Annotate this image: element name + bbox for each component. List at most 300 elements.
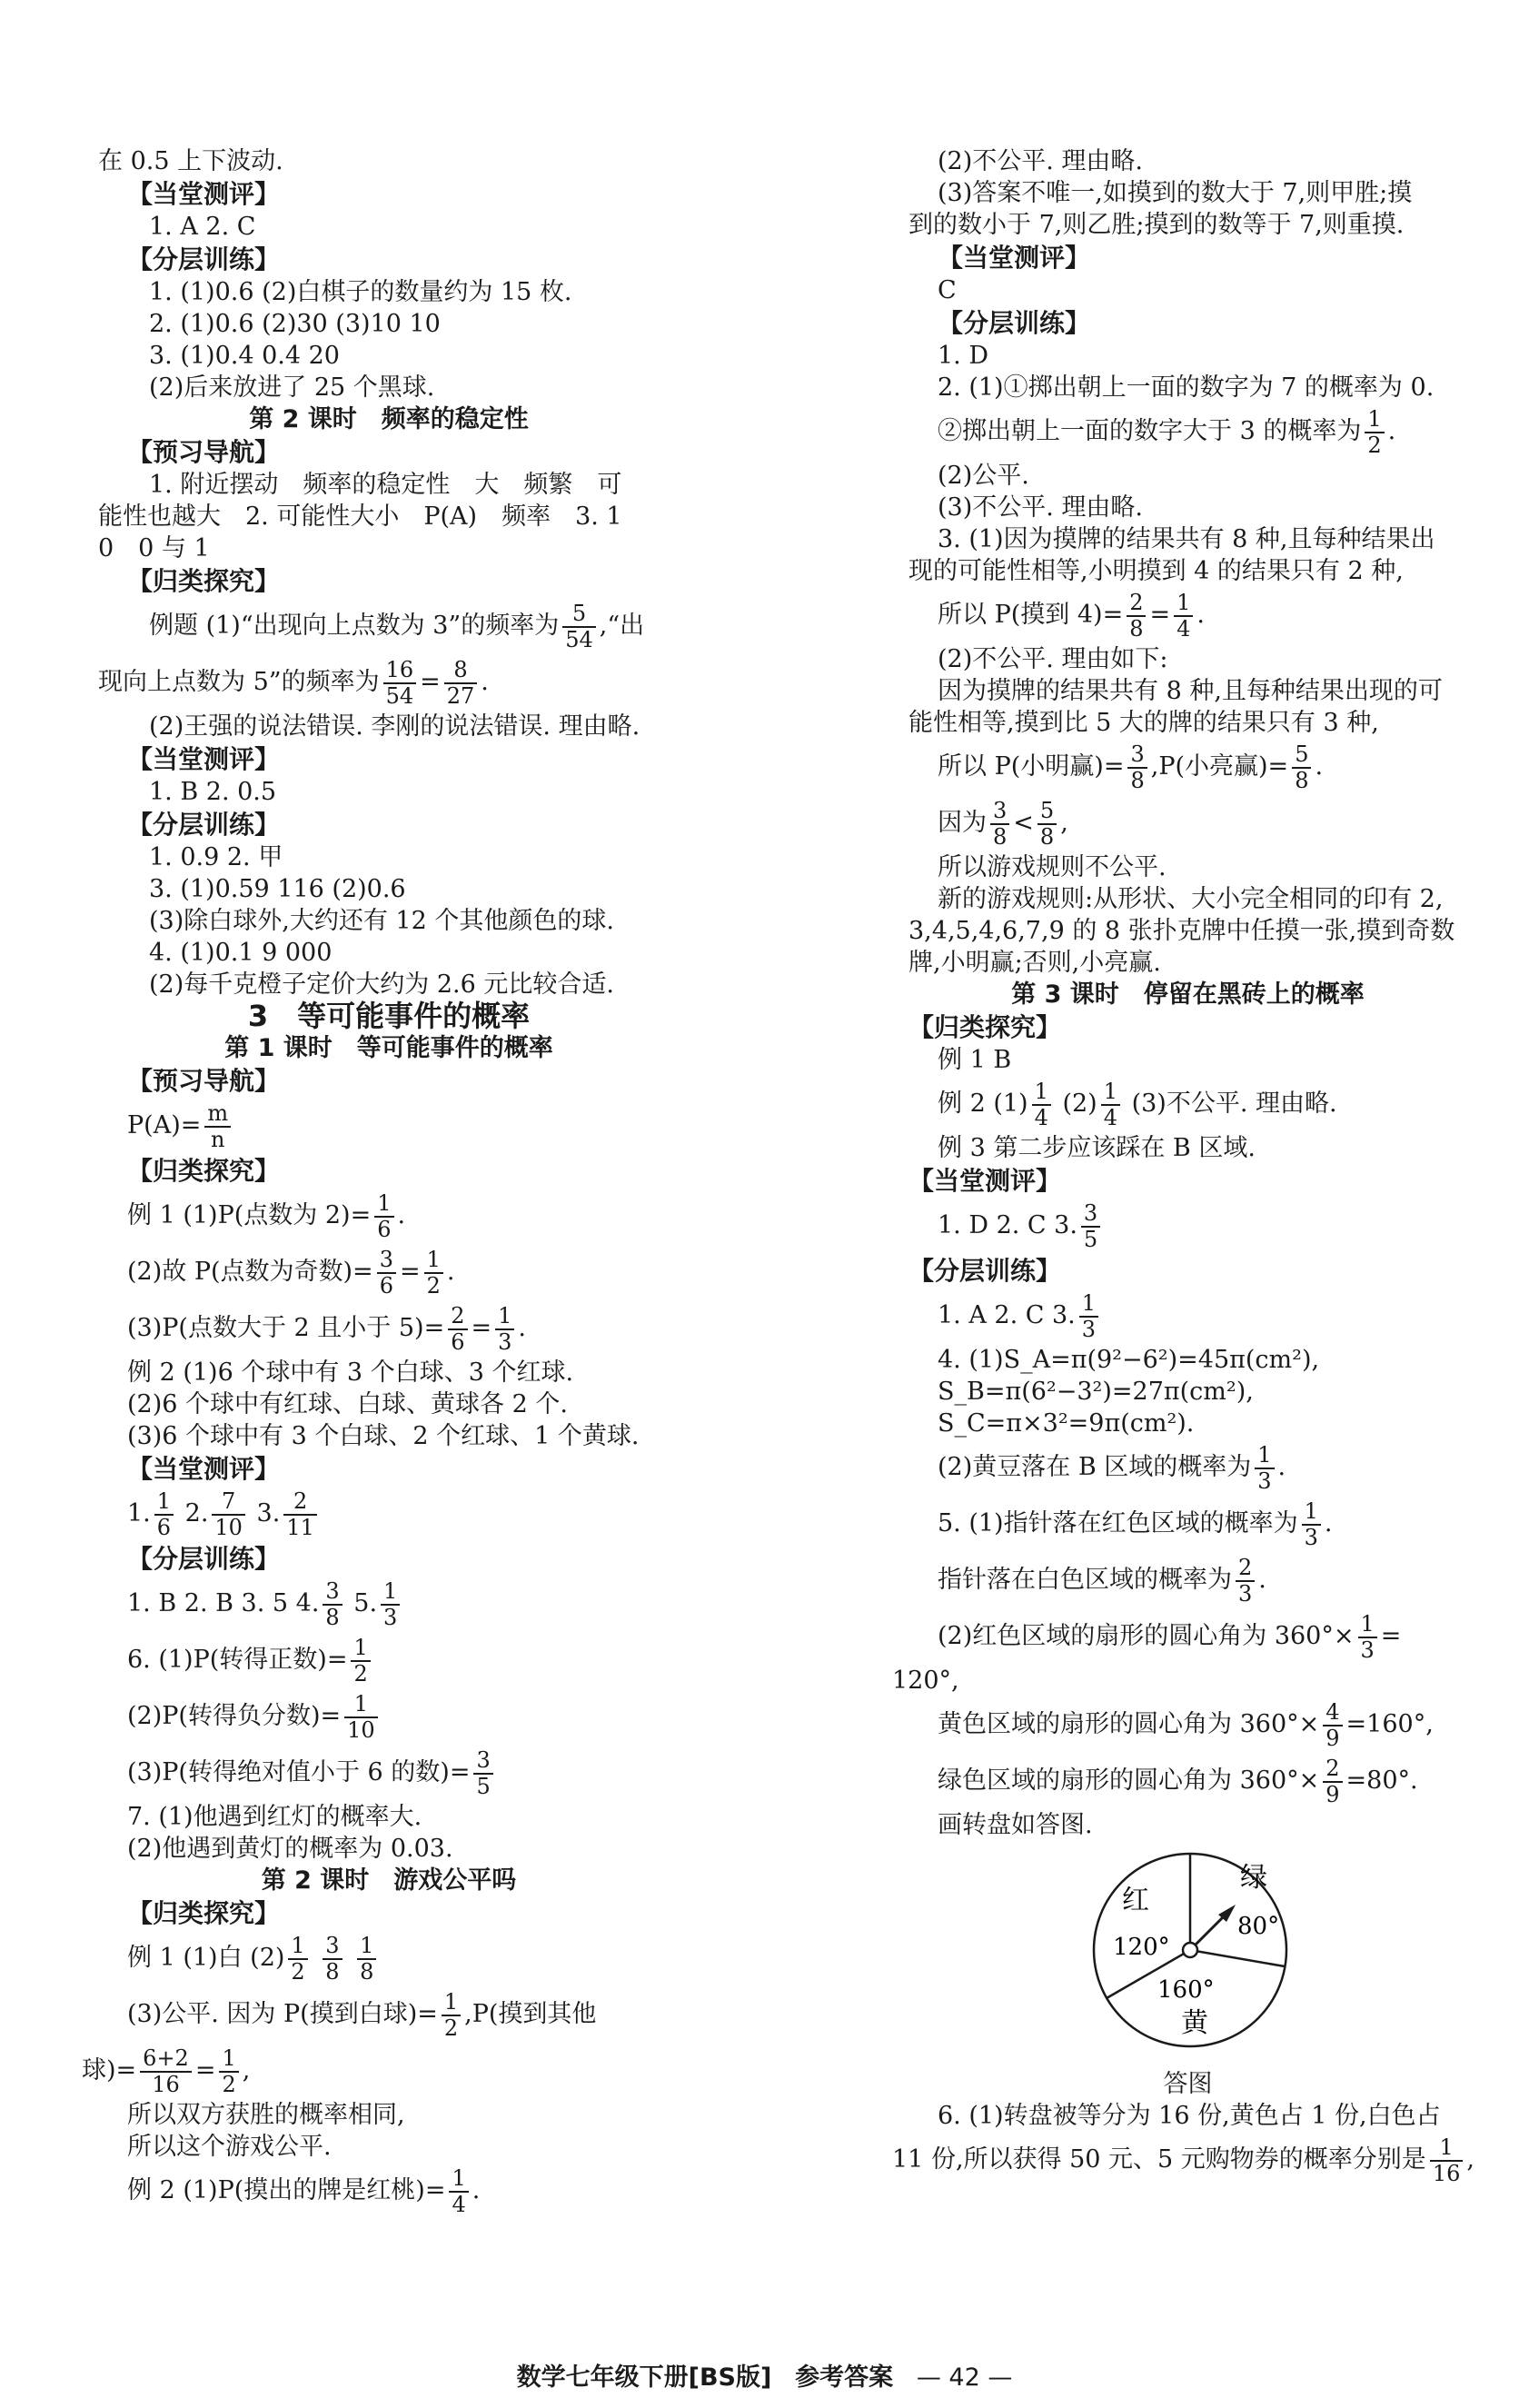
text: 1. D 2. C 3. (938, 1211, 1077, 1239)
numerator: 2 (1236, 1556, 1255, 1582)
text: (3)不公平. 理由略. (1131, 1090, 1337, 1118)
numerator: 1 (154, 1489, 174, 1516)
numerator: 1 (1430, 2135, 1464, 2162)
text-line: (2)不公平. 理由略. (938, 147, 1143, 175)
text: . (1324, 1509, 1333, 1537)
section-heading: 【当堂测评】 (127, 1454, 281, 1484)
denominator: 2 (353, 1660, 368, 1687)
text-line: 例 1 B (938, 1046, 1012, 1074)
section-heading: 【归类探究】 (127, 566, 281, 596)
text: ,P(小亮赢)= (1150, 752, 1289, 781)
text: (2) (1062, 1090, 1097, 1118)
numerator: 3 (323, 1579, 342, 1606)
text: = (420, 668, 441, 696)
fraction (323, 1579, 342, 1630)
denominator: n (211, 1126, 225, 1152)
text: 指针落在白色区域的概率为 (938, 1566, 1232, 1594)
text-line: (3)6 个球中有 3 个白球、2 个红球、1 个黄球. (127, 1422, 640, 1450)
text: . (1196, 601, 1205, 629)
spinner-pivot (1183, 1943, 1197, 1957)
numerator: 8 (444, 658, 478, 684)
text: 5. (353, 1589, 378, 1617)
numerator: 5 (1038, 799, 1057, 825)
text: =80°. (1345, 1766, 1418, 1795)
text-line: 在 0.5 上下波动. (98, 147, 283, 175)
numerator: m (204, 1101, 231, 1128)
fraction (1323, 1700, 1342, 1751)
denominator: 11 (286, 1514, 314, 1540)
text: . (397, 1201, 406, 1229)
chapter-title: 3 等可能事件的概率 (247, 999, 531, 1033)
denominator: 3 (1238, 1580, 1253, 1607)
text-line (98, 1098, 680, 1154)
text-line: 1. A 2. C (149, 213, 256, 241)
fraction (351, 1636, 370, 1687)
text-line: (3)不公平. 理由略. (938, 493, 1143, 522)
text-line (98, 2163, 680, 2219)
text-line (908, 1608, 1467, 1665)
denominator: 4 (452, 2191, 466, 2217)
text: 6. (1)P(转得正数)= (127, 1646, 348, 1674)
text-line (98, 1576, 680, 1632)
numerator: 1 (381, 1579, 400, 1606)
text-line (908, 1198, 1467, 1254)
text: = (1380, 1622, 1402, 1650)
fraction (344, 1692, 378, 1743)
lesson-title: 第 3 课时 停留在黑砖上的概率 (1011, 980, 1365, 1009)
text: 球)= (82, 2056, 137, 2085)
text-line: 3. (1)因为摸牌的结果共有 8 种,且每种结果出 (938, 525, 1435, 553)
numerator: 4 (1323, 1700, 1342, 1726)
text-line: (2)每千克橙子定价大约为 2.6 元比较合适. (149, 970, 614, 999)
text-line: 现的可能性相等,小明摸到 4 的结果只有 2 种, (908, 557, 1404, 585)
section-heading: 【预习导航】 (127, 1066, 281, 1096)
text-line: (2)6 个球中有红球、白球、黄球各 2 个. (127, 1390, 568, 1418)
text-line (98, 1930, 680, 1986)
denominator: 8 (1130, 767, 1145, 793)
left-column (82, 145, 680, 2219)
text-line (98, 1688, 680, 1745)
text: . (1258, 1566, 1266, 1594)
text-line: 到的数小于 7,则乙胜;摸到的数等于 7,则重摸. (908, 211, 1405, 239)
denominator: 8 (360, 1958, 374, 1985)
text-line: 120°, (892, 1667, 959, 1695)
denominator: 2 (443, 2015, 459, 2041)
fraction (1236, 1556, 1255, 1607)
text-line: 3. (1)0.59 116 (2)0.6 (149, 875, 406, 903)
text: . (472, 2176, 481, 2204)
text-line: 3. (1)0.4 0.4 20 (149, 342, 340, 370)
text: . (1387, 417, 1396, 445)
figure-caption: 答图 (1163, 2070, 1213, 2098)
section-heading: 【归类探究】 (127, 1898, 281, 1928)
text-line: 1. B 2. 0.5 (149, 778, 277, 806)
denominator: 8 (993, 823, 1008, 850)
fraction (449, 2166, 468, 2217)
text: 1. B 2. B 3. 5 4. (127, 1589, 320, 1617)
page-footer (0, 2357, 1529, 2393)
text: 因为 (938, 809, 987, 837)
fraction (1358, 1612, 1377, 1663)
text-line: 2. (1)①掷出朝上一面的数字为 7 的概率为 0. (938, 373, 1435, 402)
text: 1. (127, 1499, 151, 1527)
right-column (892, 145, 1474, 2188)
text-line (908, 1288, 1467, 1344)
denominator: 3 (1257, 1468, 1272, 1494)
text: 例 2 (1)P(摸出的牌是红桃)= (127, 2176, 446, 2204)
text-line: 4. (1)0.1 9 000 (149, 939, 333, 967)
numerator: 1 (288, 1934, 307, 1960)
text: . (1277, 1453, 1286, 1481)
text-line: 1. (1)0.6 (2)白棋子的数量约为 15 枚. (149, 278, 572, 306)
text-line (892, 2132, 1474, 2188)
angle-label: 160° (1157, 1976, 1215, 2004)
text-line: 画转盘如答图. (938, 1811, 1093, 1839)
denominator: 6 (451, 1328, 465, 1355)
text-line (98, 1244, 680, 1300)
text: (2)黄豆落在 B 区域的概率为 (938, 1453, 1252, 1481)
text: 11 份,所以获得 50 元、5 元购物券的概率分别是 (892, 2145, 1426, 2174)
fraction (424, 1248, 443, 1299)
text-line: (2)后来放进了 25 个黑球. (149, 373, 435, 402)
text-line: 1. D (938, 342, 988, 370)
text: (2)P(转得负分数)= (127, 1702, 342, 1730)
text: . (481, 668, 489, 696)
denominator: 3 (1304, 1524, 1318, 1550)
text-line: C (938, 276, 957, 304)
fraction (357, 1934, 376, 1985)
text: P(A)= (127, 1111, 202, 1139)
numerator: 6+2 (140, 2046, 192, 2073)
fraction (212, 1489, 245, 1540)
fraction (1127, 591, 1146, 642)
spinner-figure (908, 1841, 1467, 2068)
text-line (908, 1753, 1467, 1809)
numerator: 3 (323, 1934, 342, 1960)
text-line: (3)除白球外,大约还有 12 个其他颜色的球. (149, 907, 614, 935)
fraction (323, 1934, 342, 1985)
numerator: 1 (1101, 1080, 1120, 1106)
denominator: 9 (1325, 1725, 1340, 1751)
text-line (98, 598, 680, 654)
numerator: 3 (377, 1248, 396, 1274)
text: . (518, 1314, 526, 1342)
text-line: 所以双方获胜的概率相同, (127, 2101, 405, 2129)
denominator: 6 (156, 1514, 172, 1540)
numerator: 3 (1081, 1201, 1100, 1228)
fraction (473, 1748, 492, 1799)
numerator: 7 (212, 1489, 245, 1516)
fraction (219, 2046, 238, 2097)
text-line: 新的游戏规则:从形状、大小完全相同的印有 2, (938, 885, 1444, 913)
text: ,P(摸到其他 (464, 2000, 597, 2028)
text-line (98, 1632, 680, 1688)
text-line (908, 403, 1467, 460)
fraction (990, 799, 1009, 850)
numerator: 1 (374, 1191, 393, 1218)
numerator: 1 (1358, 1612, 1377, 1638)
fraction (1302, 1499, 1321, 1550)
denominator: 8 (1295, 767, 1309, 793)
denominator: 8 (325, 1604, 340, 1630)
text-line: 能性也越大 2. 可能性大小 P(A) 频率 3. 1 (98, 502, 622, 531)
section-heading: 【分层训练】 (938, 308, 1091, 338)
text-line (98, 1300, 680, 1357)
text: 例题 (1)“出现向上点数为 3”的频率为 (149, 612, 560, 640)
text-line: 能性相等,摸到比 5 大的牌的结果只有 3 种, (908, 709, 1379, 737)
fraction (381, 1579, 400, 1630)
fraction (383, 658, 417, 709)
numerator: 1 (1174, 591, 1193, 617)
text: (3)P(转得绝对值小于 6 的数)= (127, 1758, 471, 1786)
denominator: 4 (1103, 1104, 1117, 1130)
numerator: 1 (351, 1636, 370, 1662)
section-heading: 【分层训练】 (127, 810, 281, 840)
lesson-title: 第 2 课时 频率的稳定性 (249, 405, 529, 433)
text: = (194, 2056, 216, 2085)
section-heading: 【分层训练】 (908, 1256, 1062, 1286)
fraction (283, 1489, 317, 1540)
numerator: 5 (562, 602, 596, 628)
denominator: 4 (1034, 1104, 1048, 1130)
text: ②掷出朝上一面的数字大于 3 的概率为 (938, 417, 1362, 445)
text-line (908, 1552, 1467, 1608)
text: = (471, 1314, 492, 1342)
fraction (1365, 407, 1384, 458)
section-heading: 【当堂测评】 (908, 1166, 1062, 1196)
section-heading: 【分层训练】 (127, 1544, 281, 1574)
text-line (98, 1188, 680, 1244)
denominator: 8 (1129, 615, 1144, 642)
section-heading: 【预习导航】 (127, 437, 281, 467)
text: 所以 P(摸到 4)= (938, 601, 1124, 629)
text-line (908, 795, 1467, 851)
numerator: 1 (357, 1934, 376, 1960)
denominator: 27 (446, 682, 475, 709)
text: 黄色区域的扇形的圆心角为 360°× (938, 1710, 1320, 1738)
denominator: 3 (383, 1604, 398, 1630)
text-line: 2. (1)0.6 (2)30 (3)10 10 (149, 310, 441, 338)
numerator: 3 (1127, 742, 1147, 769)
denominator: 3 (498, 1328, 512, 1355)
fraction (448, 1304, 467, 1355)
text-line: 3,4,5,4,6,7,9 的 8 张扑克牌中任摸一张,摸到奇数 (908, 917, 1455, 945)
text: 所以 P(小明赢)= (938, 752, 1125, 781)
text-line: 4. (1)S_A=π(9²−6²)=45π(cm²), (938, 1346, 1320, 1374)
fraction (154, 1489, 174, 1540)
fraction (374, 1191, 393, 1242)
fraction (1101, 1080, 1120, 1130)
denominator: 9 (1325, 1781, 1340, 1807)
numerator: 1 (219, 2046, 238, 2073)
text: 1. A 2. C 3. (938, 1301, 1076, 1329)
text: 例 1 (1)P(点数为 2)= (127, 1201, 372, 1229)
text: = (399, 1258, 421, 1286)
denominator: 54 (565, 626, 593, 652)
text: 现向上点数为 5”的频率为 (98, 668, 380, 696)
page-number: — 42 — (916, 2363, 1013, 2392)
denominator: 6 (377, 1216, 392, 1242)
text-line: (2)不公平. 理由如下: (938, 645, 1168, 673)
text: 例 2 (1) (938, 1090, 1028, 1118)
denominator: 3 (1360, 1637, 1375, 1663)
numerator: 3 (473, 1748, 492, 1775)
text: . (446, 1258, 455, 1286)
numerator: 1 (424, 1248, 443, 1274)
label-red: 红 (1122, 1885, 1149, 1916)
fraction (442, 1990, 461, 2041)
section-heading: 【归类探究】 (908, 1012, 1062, 1042)
text-line (908, 1076, 1467, 1132)
fraction (1323, 1756, 1342, 1807)
text-line: (3)答案不唯一,如摸到的数大于 7,则甲胜;摸 (938, 179, 1413, 207)
text-line: 牌,小明赢;否则,小亮赢. (908, 949, 1161, 977)
numerator: 1 (1032, 1080, 1051, 1106)
text-line: 7. (1)他遇到红灯的概率大. (127, 1803, 422, 1831)
text-line: 1. 附近摆动 频率的稳定性 大 频繁 可 (149, 471, 622, 499)
text-line: S_B=π(6²−3²)=27π(cm²), (938, 1378, 1254, 1406)
text: . (1315, 752, 1324, 781)
angle-label: 80° (1237, 1913, 1280, 1940)
section-heading: 【归类探究】 (127, 1156, 281, 1186)
fraction (1079, 1291, 1098, 1342)
denominator: 8 (325, 1958, 340, 1985)
text-line: (2)公平. (938, 462, 1029, 490)
fraction (1038, 799, 1057, 850)
text-line: 0 0 与 1 (98, 534, 210, 562)
fraction (140, 2046, 192, 2097)
answers-label: 参考答案 (795, 2363, 894, 2392)
label-yellow: 黄 (1181, 2007, 1208, 2039)
numerator: 5 (1292, 742, 1311, 769)
text: 例 1 (1)白 (2) (127, 1944, 285, 1972)
denominator: 2 (1367, 432, 1382, 458)
text: =160°, (1345, 1710, 1434, 1738)
denominator: 2 (426, 1272, 441, 1299)
text-line: 因为摸牌的结果共有 8 种,且每种结果出现的可 (938, 677, 1443, 705)
fraction (1174, 591, 1193, 642)
fraction (495, 1304, 514, 1355)
numerator: 1 (495, 1304, 514, 1330)
text-line: 所以游戏规则不公平. (938, 853, 1167, 881)
text: 5. (1)指针落在红色区域的概率为 (938, 1509, 1298, 1537)
lesson-title: 第 2 课时 游戏公平吗 (261, 1866, 517, 1895)
text: 2. (184, 1499, 209, 1527)
text: ,“出 (599, 612, 645, 640)
lesson-title: 第 1 课时 等可能事件的概率 (224, 1034, 553, 1062)
denominator: 10 (347, 1716, 375, 1743)
numerator: 2 (1323, 1756, 1342, 1783)
text-line: 例 2 (1)6 个球中有 3 个白球、3 个红球. (127, 1358, 574, 1387)
text-line (908, 1697, 1467, 1753)
divider-line (1190, 1950, 1285, 1966)
fraction (1255, 1443, 1274, 1494)
denominator: 10 (214, 1514, 243, 1540)
fraction (377, 1248, 396, 1299)
angle-label: 120° (1113, 1934, 1170, 1961)
numerator: 1 (1302, 1499, 1321, 1526)
text: (3)公平. 因为 P(摸到白球)= (127, 2000, 438, 2028)
numerator: 1 (1255, 1443, 1274, 1469)
numerator: 2 (448, 1304, 467, 1330)
numerator: 1 (1365, 407, 1384, 433)
denominator: 4 (1177, 615, 1191, 642)
denominator: 6 (379, 1272, 393, 1299)
numerator: 2 (1127, 591, 1146, 617)
fraction (1430, 2135, 1464, 2186)
denominator: 16 (152, 2071, 180, 2097)
denominator: 54 (385, 682, 414, 709)
text: < (1013, 809, 1034, 837)
text: 绿色区域的扇形的圆心角为 360°× (938, 1766, 1320, 1795)
fraction (444, 658, 478, 709)
text-line (908, 739, 1467, 795)
spinner-diagram (908, 1841, 1467, 2068)
text-line (98, 1986, 680, 2043)
section-heading: 【当堂测评】 (127, 179, 281, 209)
denominator: 2 (291, 1958, 305, 1985)
denominator: 5 (476, 1773, 491, 1799)
text-line: 所以这个游戏公平. (127, 2133, 332, 2161)
fraction (1032, 1080, 1051, 1130)
text: 3. (256, 1499, 281, 1527)
fraction (562, 602, 596, 652)
text: = (1149, 601, 1171, 629)
fraction (1292, 742, 1311, 793)
denominator: 16 (1432, 2160, 1461, 2186)
text-line (908, 1439, 1467, 1496)
section-heading: 【当堂测评】 (938, 243, 1091, 273)
text-line: S_C=π×3²=9π(cm²). (938, 1409, 1195, 1438)
fraction (1081, 1201, 1100, 1252)
denominator: 2 (222, 2071, 236, 2097)
numerator: 2 (283, 1489, 317, 1516)
text-line (82, 2043, 680, 2099)
text-line: 例 3 第二步应该踩在 B 区域. (938, 1134, 1256, 1162)
numerator: 1 (1079, 1291, 1098, 1318)
text: (3)P(点数大于 2 且小于 5)= (127, 1314, 445, 1342)
book-title: 数学七年级下册[BS版] (516, 2363, 772, 2392)
text-line: (2)他遇到黄灯的概率为 0.03. (127, 1835, 453, 1863)
denominator: 3 (1081, 1316, 1097, 1342)
text: (2)红色区域的扇形的圆心角为 360°× (938, 1622, 1355, 1650)
text-line (98, 654, 680, 711)
text-line (908, 587, 1467, 643)
numerator: 16 (383, 658, 417, 684)
denominator: 5 (1083, 1226, 1098, 1252)
text: , (1060, 809, 1068, 837)
text: , (242, 2056, 251, 2085)
numerator: 1 (442, 1990, 461, 2016)
numerator: 3 (990, 799, 1009, 825)
text-line: (2)王强的说法错误. 李刚的说法错误. 理由略. (149, 712, 640, 741)
denominator: 8 (1039, 823, 1055, 850)
numerator: 1 (449, 2166, 468, 2193)
label-green: 绿 (1240, 1862, 1267, 1894)
fraction (204, 1101, 231, 1152)
numerator: 1 (344, 1692, 378, 1718)
fraction (1127, 742, 1147, 793)
section-heading: 【当堂测评】 (127, 744, 281, 774)
fraction (288, 1934, 307, 1985)
text-line (908, 1496, 1467, 1552)
text-line: 1. 0.9 2. 甲 (149, 843, 283, 871)
text-line (98, 1486, 680, 1542)
text: , (1466, 2145, 1474, 2174)
text: (2)故 P(点数为奇数)= (127, 1258, 373, 1286)
text-line (98, 1745, 680, 1801)
section-heading: 【分层训练】 (127, 244, 281, 274)
